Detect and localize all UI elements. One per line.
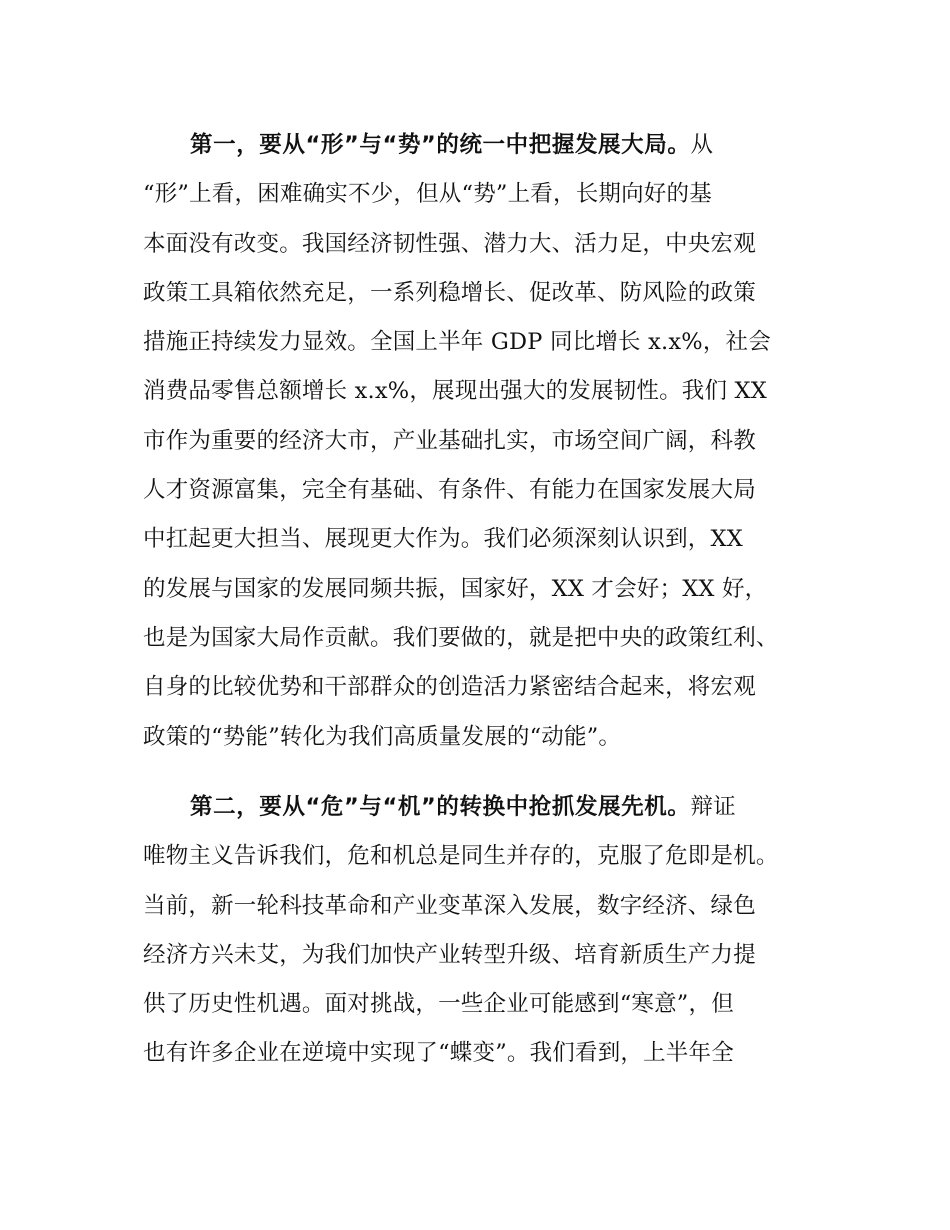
paragraph-line: 也有许多企业在逆境中实现了“蝶变”。我们看到，上半年全	[143, 1040, 734, 1067]
paragraph-line: 的发展与国家的发展同频共振，国家好，XX 才会好；XX 好，	[143, 575, 768, 602]
paragraph-2	[143, 783, 823, 1079]
paragraph-line: 也是为国家大局作贡献。我们要做的，就是把中央的政策红利、	[143, 624, 779, 651]
paragraph-line: 政策工具箱依然充足，一系列稳增长、促改革、防风险的政策	[143, 279, 756, 306]
paragraph-line: 中扛起更大担当、展现更大作为。我们必须深刻认识到，XX	[143, 526, 743, 553]
paragraph-line: 唯物主义告诉我们，危和机总是同生并存的，克服了危即是机。	[143, 843, 779, 870]
paragraph-text: 从	[690, 132, 714, 158]
paragraph-line: 经济方兴未艾，为我们加快产业转型升级、培育新质生产力提	[143, 941, 756, 968]
paragraph-line: 政策的“势能”转化为我们高质量发展的“动能”。	[143, 723, 622, 750]
paragraph-1	[143, 121, 823, 762]
paragraph-text: 辩证	[690, 794, 736, 820]
paragraph-line: 措施正持续发力显效。全国上半年 GDP 同比增长 x.x%，社会	[143, 329, 771, 356]
paragraph-line: 自身的比较优势和干部群众的创造活力紧密结合起来，将宏观	[143, 674, 756, 701]
paragraph-heading: 第一，要从“形”与“势”的统一中把握发展大局。	[190, 132, 691, 158]
paragraph-heading: 第二，要从“危”与“机”的转换中抢抓发展先机。	[190, 794, 691, 820]
paragraph-line: 当前，新一轮科技革命和产业变革深入发展，数字经济、绿色	[143, 892, 756, 919]
paragraph-line: 人才资源富集，完全有基础、有条件、有能力在国家发展大局	[143, 477, 756, 504]
paragraph-line: 本面没有改变。我国经济韧性强、潜力大、活力足，中央宏观	[143, 230, 756, 257]
paragraph-line: 消费品零售总额增长 x.x%，展现出强大的发展韧性。我们 XX	[143, 378, 767, 405]
paragraph-line: 供了历史性机遇。面对挑战，一些企业可能感到“寒意”，但	[143, 991, 734, 1018]
paragraph-first-line	[143, 121, 823, 170]
paragraph-first-line	[143, 783, 823, 832]
paragraph-line: “形”上看，困难确实不少，但从“势”上看，长期向好的基	[143, 181, 712, 208]
paragraph-line: 市作为重要的经济大市，产业基础扎实，市场空间广阔，科教	[143, 427, 756, 454]
